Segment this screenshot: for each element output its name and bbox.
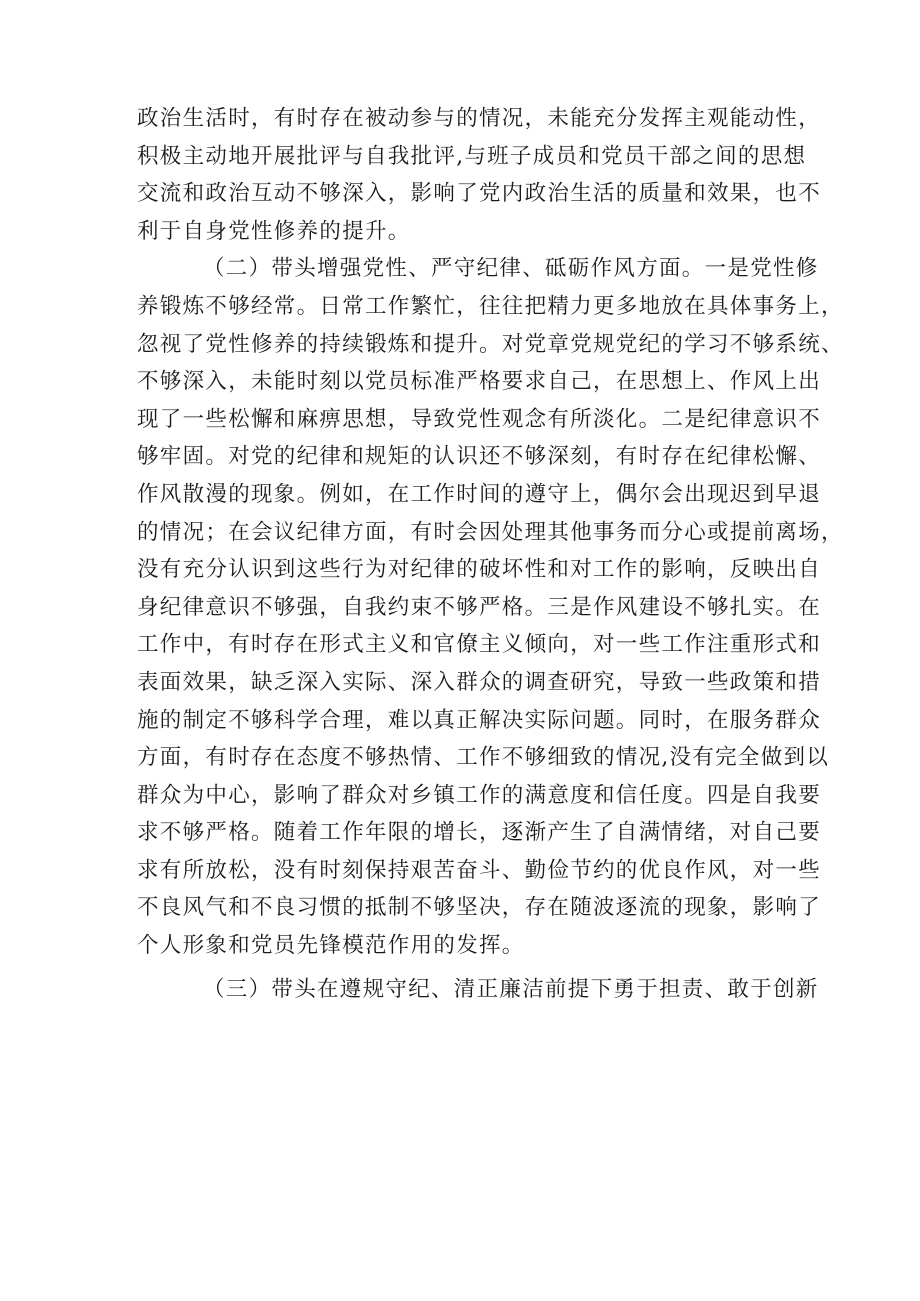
text-line: （二）带头增强党性、严守纪律、砥砺作风方面。一是党性修 [203,256,819,282]
text-line: 个人形象和党员先锋模范作用的发挥。 [137,933,525,959]
text-line: 表面效果，缺乏深入实际、深入群众的调查研究，导致一些政策和措 [137,669,822,695]
paragraph-2 [137,250,844,964]
text-line: 方面，有时存在态度不够热情、工作不够细致的情况,没有完全做到以 [137,745,830,771]
text-line: 够牢固。对党的纪律和规矩的认识还不够深刻，有时存在纪律松懈、 [137,444,822,470]
text-line: 交流和政治互动不够深入，影响了党内政治生活的质量和效果，也不 [137,181,822,207]
text-line: 没有充分认识到这些行为对纪律的破坏性和对工作的影响，反映出自 [137,557,822,583]
text-line: 利于自身党性修养的提升。 [137,218,411,244]
paragraph-1 [137,100,822,250]
text-line: 不良风气和不良习惯的抵制不够坚决，存在随波逐流的现象，影响了 [137,895,822,921]
text-line: 施的制定不够科学合理，难以真正解决实际问题。同时，在服务群众 [137,707,822,733]
text-line: 积极主动地开展批评与自我批评,与班子成员和党员干部之间的思想 [137,143,807,169]
text-line: 政治生活时，有时存在被动参与的情况，未能充分发挥主观能动性， [137,106,822,131]
text-line: 群众为中心，影响了群众对乡镇工作的满意度和信任度。四是自我要 [137,782,822,808]
text-line: 的情况；在会议纪律方面，有时会因处理其他事务而分心或提前离场， [137,519,844,545]
text-line: 忽视了党性修养的持续锻炼和提升。对党章党规党纪的学习不够系统、 [137,331,844,357]
text-line: （三）带头在遵规守纪、清正廉洁前提下勇于担责、敢于创新 [203,976,819,1002]
text-line: 身纪律意识不够强，自我约束不够严格。三是作风建设不够扎实。在 [137,594,822,620]
text-line: 求不够严格。随着工作年限的增长，逐渐产生了自满情绪，对自己要 [137,820,822,846]
text-line: 不够深入，未能时刻以党员标准严格要求自己，在思想上、作风上出 [137,369,822,395]
text-line: 作风散漫的现象。例如，在工作时间的遵守上，偶尔会出现迟到早退 [137,481,822,507]
text-line: 养锻炼不够经常。日常工作繁忙，往往把精力更多地放在具体事务上， [137,293,844,319]
text-line: 求有所放松，没有时刻保持艰苦奋斗、勤俭节约的优良作风，对一些 [137,857,822,883]
text-line: 工作中，有时存在形式主义和官僚主义倾向，对一些工作注重形式和 [137,632,822,658]
paragraph-3 [137,971,819,1009]
text-line: 现了一些松懈和麻痹思想，导致党性观念有所淡化。二是纪律意识不 [137,406,822,432]
document-body [137,100,844,1008]
